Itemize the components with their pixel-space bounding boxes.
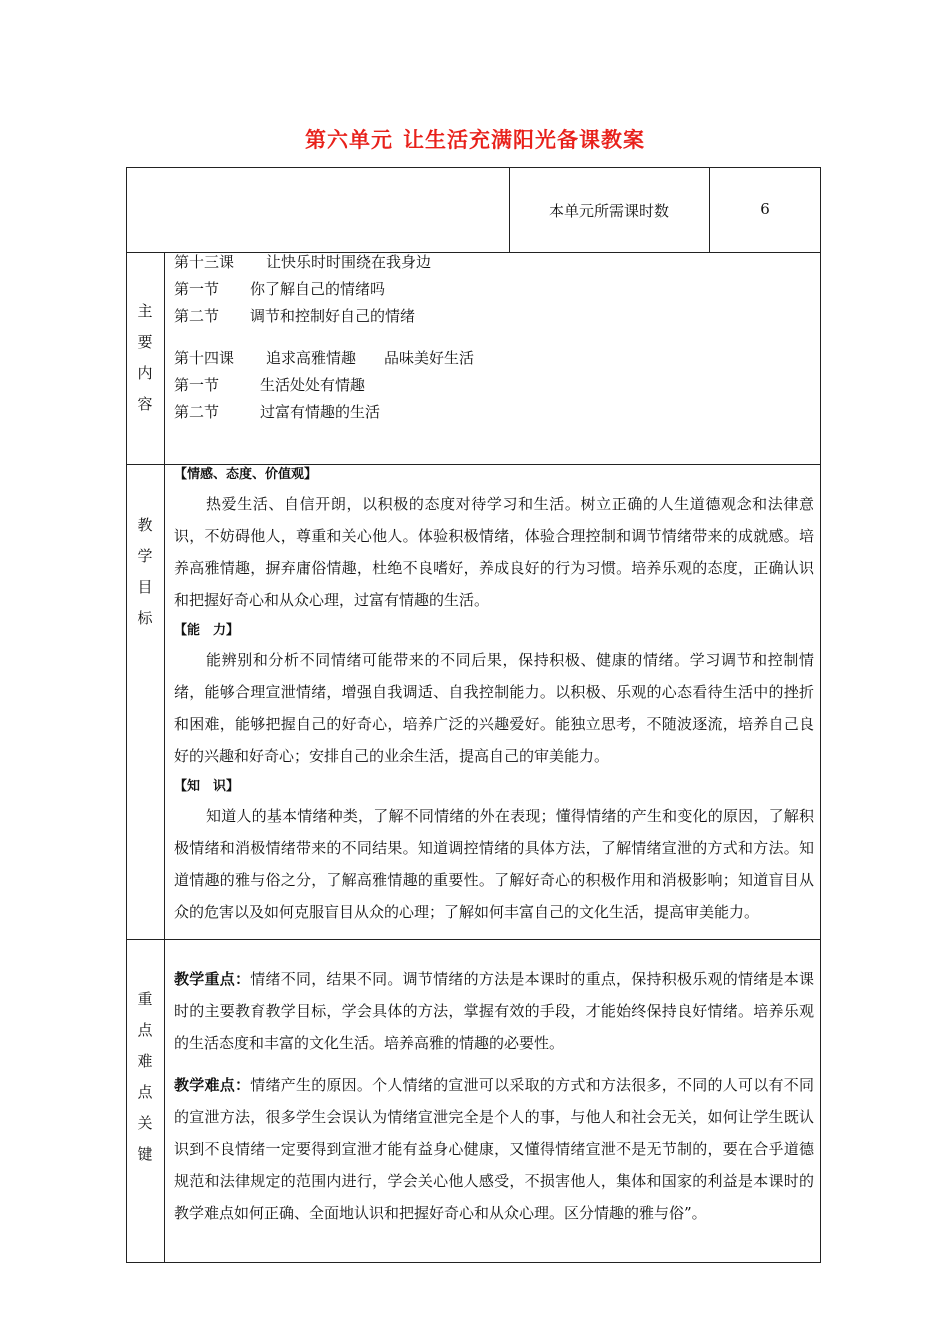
emotion-text: 热爱生活、自信开朗，以积极的态度对待学习和生活。树立正确的人生道德观念和法律意识，不妨碍他人，尊重和关心他人。体验积极情绪，体验合理控制和调节情绪带来的成就感。培养高雅情趣，摒弃庸俗情趣，杜绝不良嗜好，养成良好的行为习惯。培养乐观的态度，正确认识和把握好奇心和从众心理，过富有情趣的生活。 bbox=[174, 495, 814, 609]
page-title bbox=[0, 124, 950, 154]
row-divider bbox=[126, 939, 821, 940]
main-content-side-label: 主 要 内 容 bbox=[137, 302, 153, 413]
key-points-side-label: 重 点 难 点 关 键 bbox=[137, 990, 153, 1163]
ability-text: 能辨别和分析不同情绪可能带来的不同后果，保持积极、健康的情绪。学习调节和控制情绪，能够合理宣泄情绪，增强自我调适、自我控制能力。以积极、乐观的心态看待生活中的挫折和困难，能够把握自己的好奇心，培养广泛的兴趣爱好。能独立思考，不随波逐流，培养自己良好的兴趣和好奇心；安排自己的业余生活，提高自己的审美能力。 bbox=[174, 651, 814, 765]
lesson-hours-label: 本单元所需课时数 bbox=[548, 202, 669, 220]
list-item: 第十四课 追求高雅情趣 品味美好生活 bbox=[174, 349, 475, 367]
col-divider bbox=[164, 252, 165, 1263]
list-item: 第一节 生活处处有情趣 bbox=[174, 376, 366, 394]
list-item: 第一节 你了解自己的情绪吗 bbox=[174, 280, 386, 298]
teaching-difficulty-label: 教学难点： bbox=[174, 1076, 251, 1094]
title-unit: 第六单元 bbox=[305, 128, 393, 152]
list-item: 第二节 调节和控制好自己的情绪 bbox=[174, 307, 416, 325]
knowledge-text: 知道人的基本情绪种类，了解不同情绪的外在表现；懂得情绪的产生和变化的原因，了解积极情绪和消极情绪带来的不同结果。知道调控情绪的具体方法，了解情绪宣泄的方式和方法。知道情趣的雅与俗之分，了解高雅情趣的重要性。了解好奇心的积极作用和消极影响；知道盲目从众的危害以及如何克服盲目从众的心理；了解如何丰富自己的文化生活，提高审美能力。 bbox=[174, 807, 814, 921]
objectives-side-label: 教 学 目 标 bbox=[137, 516, 153, 627]
list-item: 第十三课 让快乐时时围绕在我身边 bbox=[174, 253, 432, 271]
key-points-content bbox=[174, 963, 814, 1229]
emotion-heading: 【情感、态度、价值观】 bbox=[174, 467, 318, 482]
lesson-hours-value: 6 bbox=[760, 200, 770, 218]
list-item: 第二节 过富有情趣的生活 bbox=[174, 403, 381, 421]
teaching-difficulty-text: 情绪产生的原因。个人情绪的宣泄可以采取的方式和方法很多，不同的人可以有不同的宣泄方法，很多学生会误认为情绪宣泄完全是个人的事，与他人和社会无关，如何让学生既认识到不良情绪一定要得到宣泄才能有益身心健康，又懂得情绪宣泄不是无节制的，要在合乎道德规范和法律规定的范围内进行，学会关心他人感受，不损害他人，集体和国家的利益是本课时的教学难点如何正确、全面地认识和把握好奇心和从众心理。区分情趣的雅与俗”。 bbox=[174, 1076, 814, 1222]
title-subject: 让生活充满阳光备课教案 bbox=[403, 128, 645, 152]
main-content-list bbox=[174, 250, 814, 424]
teaching-focus-label: 教学重点： bbox=[174, 970, 251, 988]
teaching-focus-text: 情绪不同，结果不同。调节情绪的方法是本课时的重点，保持积极乐观的情绪是本课时的主要教育教学目标，学会具体的方法，掌握有效的手段，才能始终保持良好情绪。培养乐观的生活态度和丰富的文化生活。培养高雅的情趣的必要性。 bbox=[174, 970, 814, 1052]
objectives-content bbox=[174, 462, 814, 928]
teaching-focus bbox=[174, 963, 814, 1059]
ability-heading: 【能 力】 bbox=[174, 623, 240, 638]
teaching-difficulty bbox=[174, 1069, 814, 1229]
knowledge-heading: 【知 识】 bbox=[174, 779, 240, 794]
